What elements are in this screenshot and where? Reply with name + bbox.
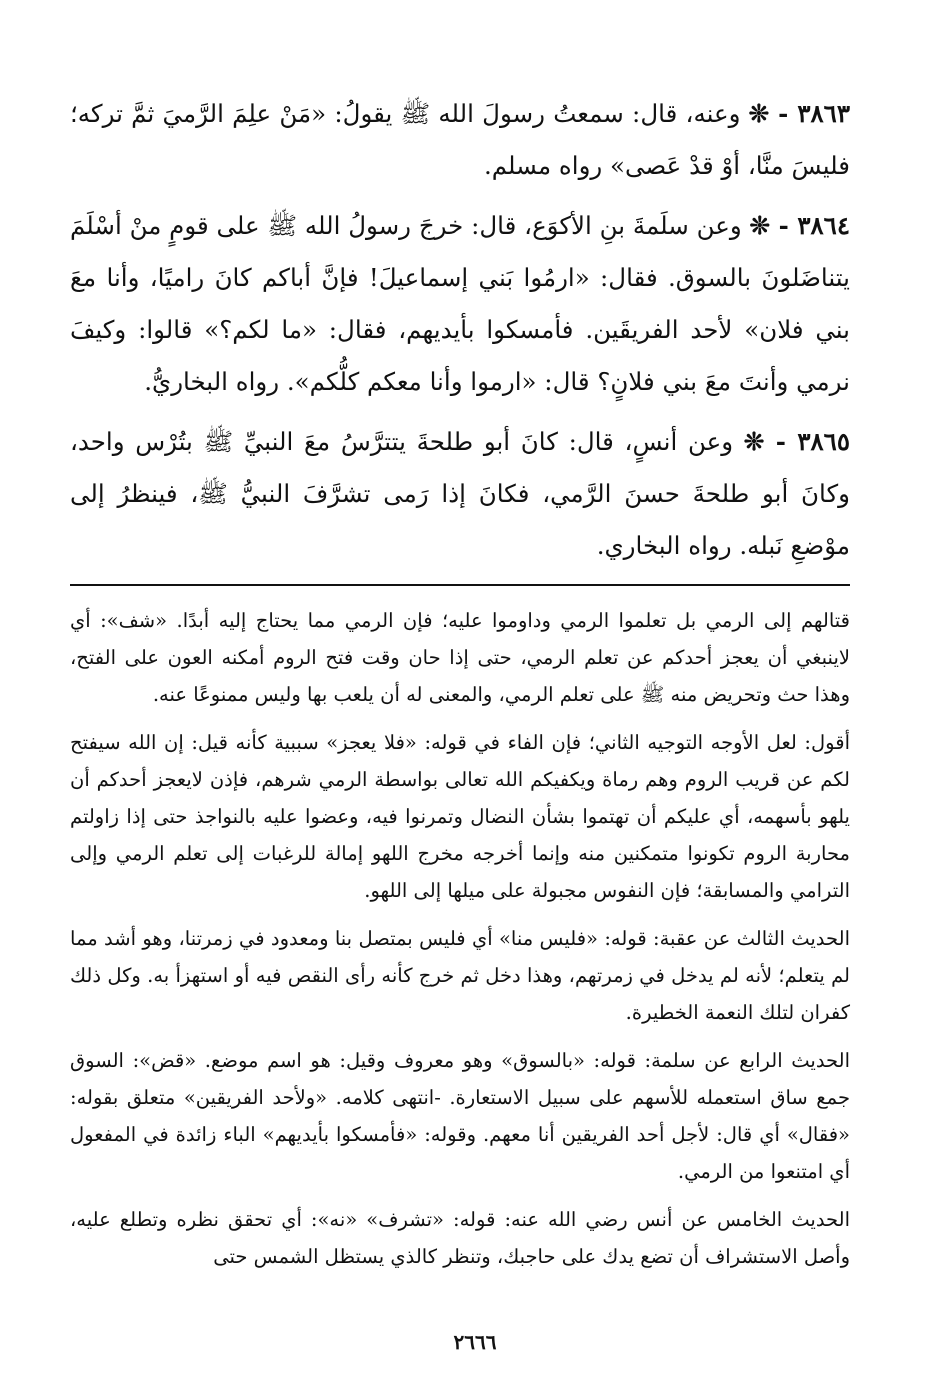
- hadith-number: ٣٨٦٥ - ❊: [743, 427, 850, 456]
- commentary-paragraph: الحديث الرابع عن سلمة: قوله: «بالسوق» وهو معروف وقيل: هو اسم موضع. «قض»: السوق جمع ساق استعمله للأسهم على سبيل الاستعارة. -انتهى كلامه. «ولأحد الفريقين» متعلق بقوله: «فقال» أي قال: لأجل أحد الفريقين أنا معهم. وقوله: «فأمسكوا بأيديهم» الباء زائدة في المفعول أي امتنعوا من الرمي.: [70, 1049, 850, 1183]
- hadith-text: وعن سلَمةَ بنِ الأكوَع، قال: خرجَ رسولُ الله ﷺ على قومٍ منْ أسْلَمَ يتناضَلونَ بالسوق. فقال: «ارمُوا بَني إسماعيلَ! فإنَّ أباكم كانَ راميًا، وأنا معَ بني فلان» لأحد الفريقَين. فأمسكوا بأيديهم، فقال: «ما لكم؟» قالوا: وكيفَ نرمي وأنتَ معَ بني فلانٍ؟ قال: «ارموا وأنا معكم كلُّكم». رواه البخاريُّ.: [70, 211, 850, 396]
- hadith-number: ٣٨٦٤ - ❊: [749, 211, 850, 240]
- hadith-text: وعنه، قال: سمعتُ رسولَ الله ﷺ يقولُ: «مَنْ علِمَ الرَّميَ ثمَّ تركه؛ فليسَ منَّا، أوْ قدْ عَصى» رواه مسلم.: [70, 99, 850, 180]
- page-number: ٢٦٦٦: [453, 1330, 497, 1354]
- commentary-paragraph: أقول: لعل الأوجه التوجيه الثاني؛ فإن الفاء في قوله: «فلا يعجز» سببية كأنه قيل: إن الله سيفتح لكم عن قريب الروم وهم رماة ويكفيكم الله تعالى بواسطة الرمي شرهم، فإذن لايعجز أحدكم أن يلهو بأسهمه، أي عليكم أن تهتموا بشأن النضال وتمرنوا فيه، وعضوا عليه بالنواجذ حتى إذا زاولتم محاربة الروم تكونوا متمكنين منه وإنما أخرجه مخرج اللهو إمالة للرغبات إلى تعلم الرمي وإلى الترامي والمسابقة؛ فإن النفوس مجبولة على ميلها إلى اللهو.: [70, 731, 850, 902]
- page-body: [70, 88, 850, 1286]
- commentary-paragraph: الحديث الخامس عن أنس رضي الله عنه: قوله: «تشرف» «نه»: أي تحقق نظره وتطلع عليه، وأصل الاستشراف أن تضع يدك على حاجبك، وتنظر كالذي يستظل الشمس حتى: [70, 1208, 850, 1268]
- section-divider: [70, 584, 850, 586]
- commentary-paragraph: الحديث الثالث عن عقبة: قوله: «فليس منا» أي فليس بمتصل بنا ومعدود في زمرتنا، وهو أشد مما لم يتعلم؛ لأنه لم يدخل في زمرتهم، وهذا دخل ثم خرج كأنه رأى النقص فيه أو استهزأ به. وكل ذلك كفران لتلك النعمة الخطيرة.: [70, 927, 850, 1024]
- hadith-number: ٣٨٦٣ - ❊: [748, 99, 850, 128]
- hadith-3864: [70, 200, 850, 408]
- hadith-3865: [70, 416, 850, 572]
- commentary-paragraph: قتالهم إلى الرمي بل تعلموا الرمي وداوموا عليه؛ فإن الرمي مما يحتاج إليه أبدًا. «شف»: أي لاينبغي أن يعجز أحدكم عن تعلم الرمي، حتى إذا حان وقت فتح الروم أمكنه العون على الفتح، وهذا حث وتحريض منه ﷺ على تعلم الرمي، والمعنى له أن يلعب بها وليس ممنوعًا عنه.: [70, 609, 850, 706]
- hadith-3863: [70, 88, 850, 192]
- hadith-text: وعن أنسٍ، قال: كانَ أبو طلحةَ يتترَّسُ معَ النبيِّ ﷺ بتُرْس واحد، وكانَ أبو طلحةَ حسنَ الرَّمي، فكانَ إذا رَمى تشرَّفَ النبيُّ ﷺ، فينظرُ إلى موْضعِ نَبله. رواه البخاري.: [70, 427, 850, 560]
